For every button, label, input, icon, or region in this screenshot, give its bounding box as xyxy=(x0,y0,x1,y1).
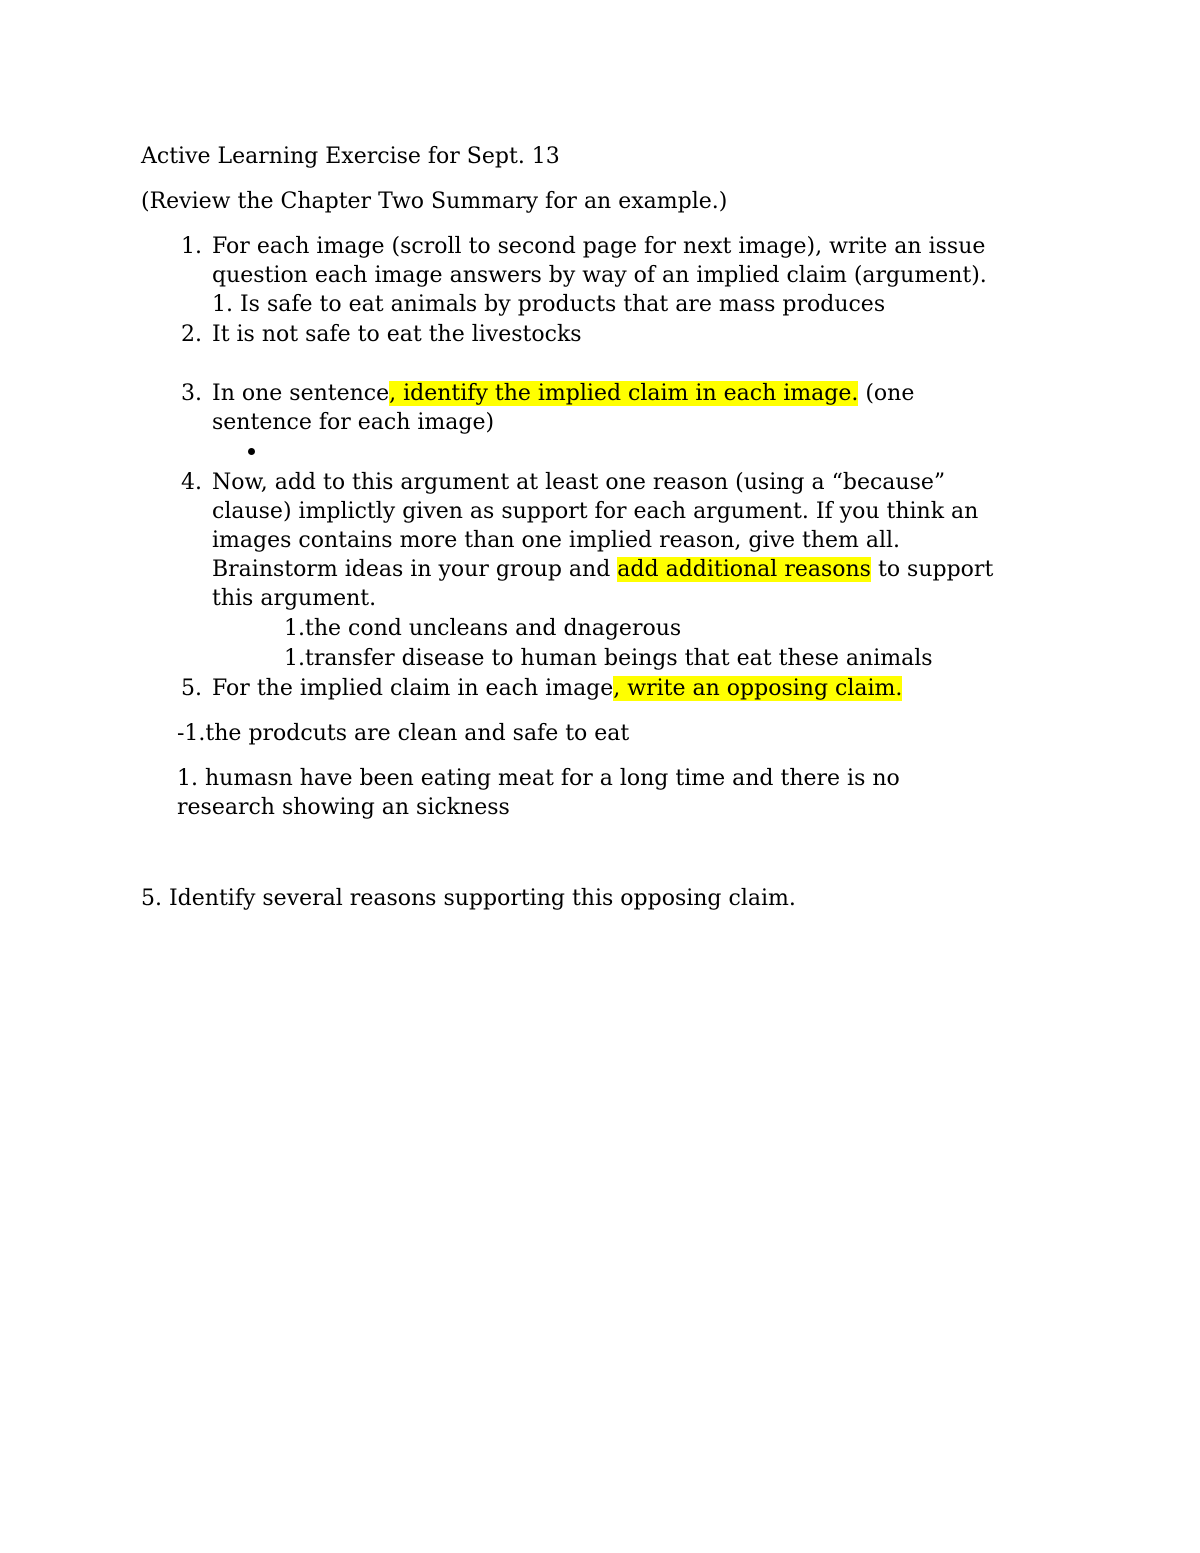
text-run: to support xyxy=(870,557,994,582)
list-item-text: It is not safe to eat the livestocks xyxy=(212,322,582,347)
document-subtitle: (Review the Chapter Two Summary for an example.) xyxy=(141,189,728,214)
answer-text: 1. Is safe to eat animals by products that are mass produces xyxy=(212,292,886,317)
list-item-text xyxy=(212,674,902,703)
list-item-text xyxy=(212,555,993,584)
highlighted-text: add additional reasons xyxy=(617,557,871,582)
list-item-number: 5. xyxy=(181,676,202,701)
answer-text: 1. humasn have been eating meat for a long time and there is no xyxy=(177,766,900,791)
list-item-number: 2. xyxy=(181,322,202,347)
list-item-number: 1. xyxy=(181,234,202,259)
highlighted-text: , write an opposing claim. xyxy=(613,676,903,701)
answer-text: 1.transfer disease to human beings that eat these animals xyxy=(284,646,933,671)
list-item-text: For each image (scroll to second page for next image), write an issue xyxy=(212,234,986,259)
answer-text: -1.the prodcuts are clean and safe to eat xyxy=(177,721,630,746)
list-item-text: question each image answers by way of an implied claim (argument). xyxy=(212,263,987,288)
answer-text: research showing an sickness xyxy=(177,795,510,820)
text-run: In one sentence xyxy=(212,381,390,406)
list-item-number: 3. xyxy=(181,381,202,406)
list-item-text: clause) implictly given as support for each argument. If you think an xyxy=(212,499,979,524)
bullet-icon xyxy=(248,448,255,455)
final-item-text: 5. Identify several reasons supporting this opposing claim. xyxy=(141,886,796,911)
list-item-text: this argument. xyxy=(212,586,377,611)
list-item-text: images contains more than one implied reason, give them all. xyxy=(212,528,901,553)
list-item-text: Now, add to this argument at least one reason (using a “because” xyxy=(212,470,946,495)
list-item-text xyxy=(212,379,914,408)
highlighted-text: , identify the implied claim in each image. xyxy=(389,381,859,406)
answer-text: 1.the cond uncleans and dnagerous xyxy=(284,616,682,641)
list-item-number: 4. xyxy=(181,470,202,495)
text-run: (one xyxy=(858,381,915,406)
list-item-text: sentence for each image) xyxy=(212,410,495,435)
text-run: Brainstorm ideas in your group and xyxy=(212,557,618,582)
document-title: Active Learning Exercise for Sept. 13 xyxy=(141,144,560,169)
text-run: For the implied claim in each image xyxy=(212,676,614,701)
